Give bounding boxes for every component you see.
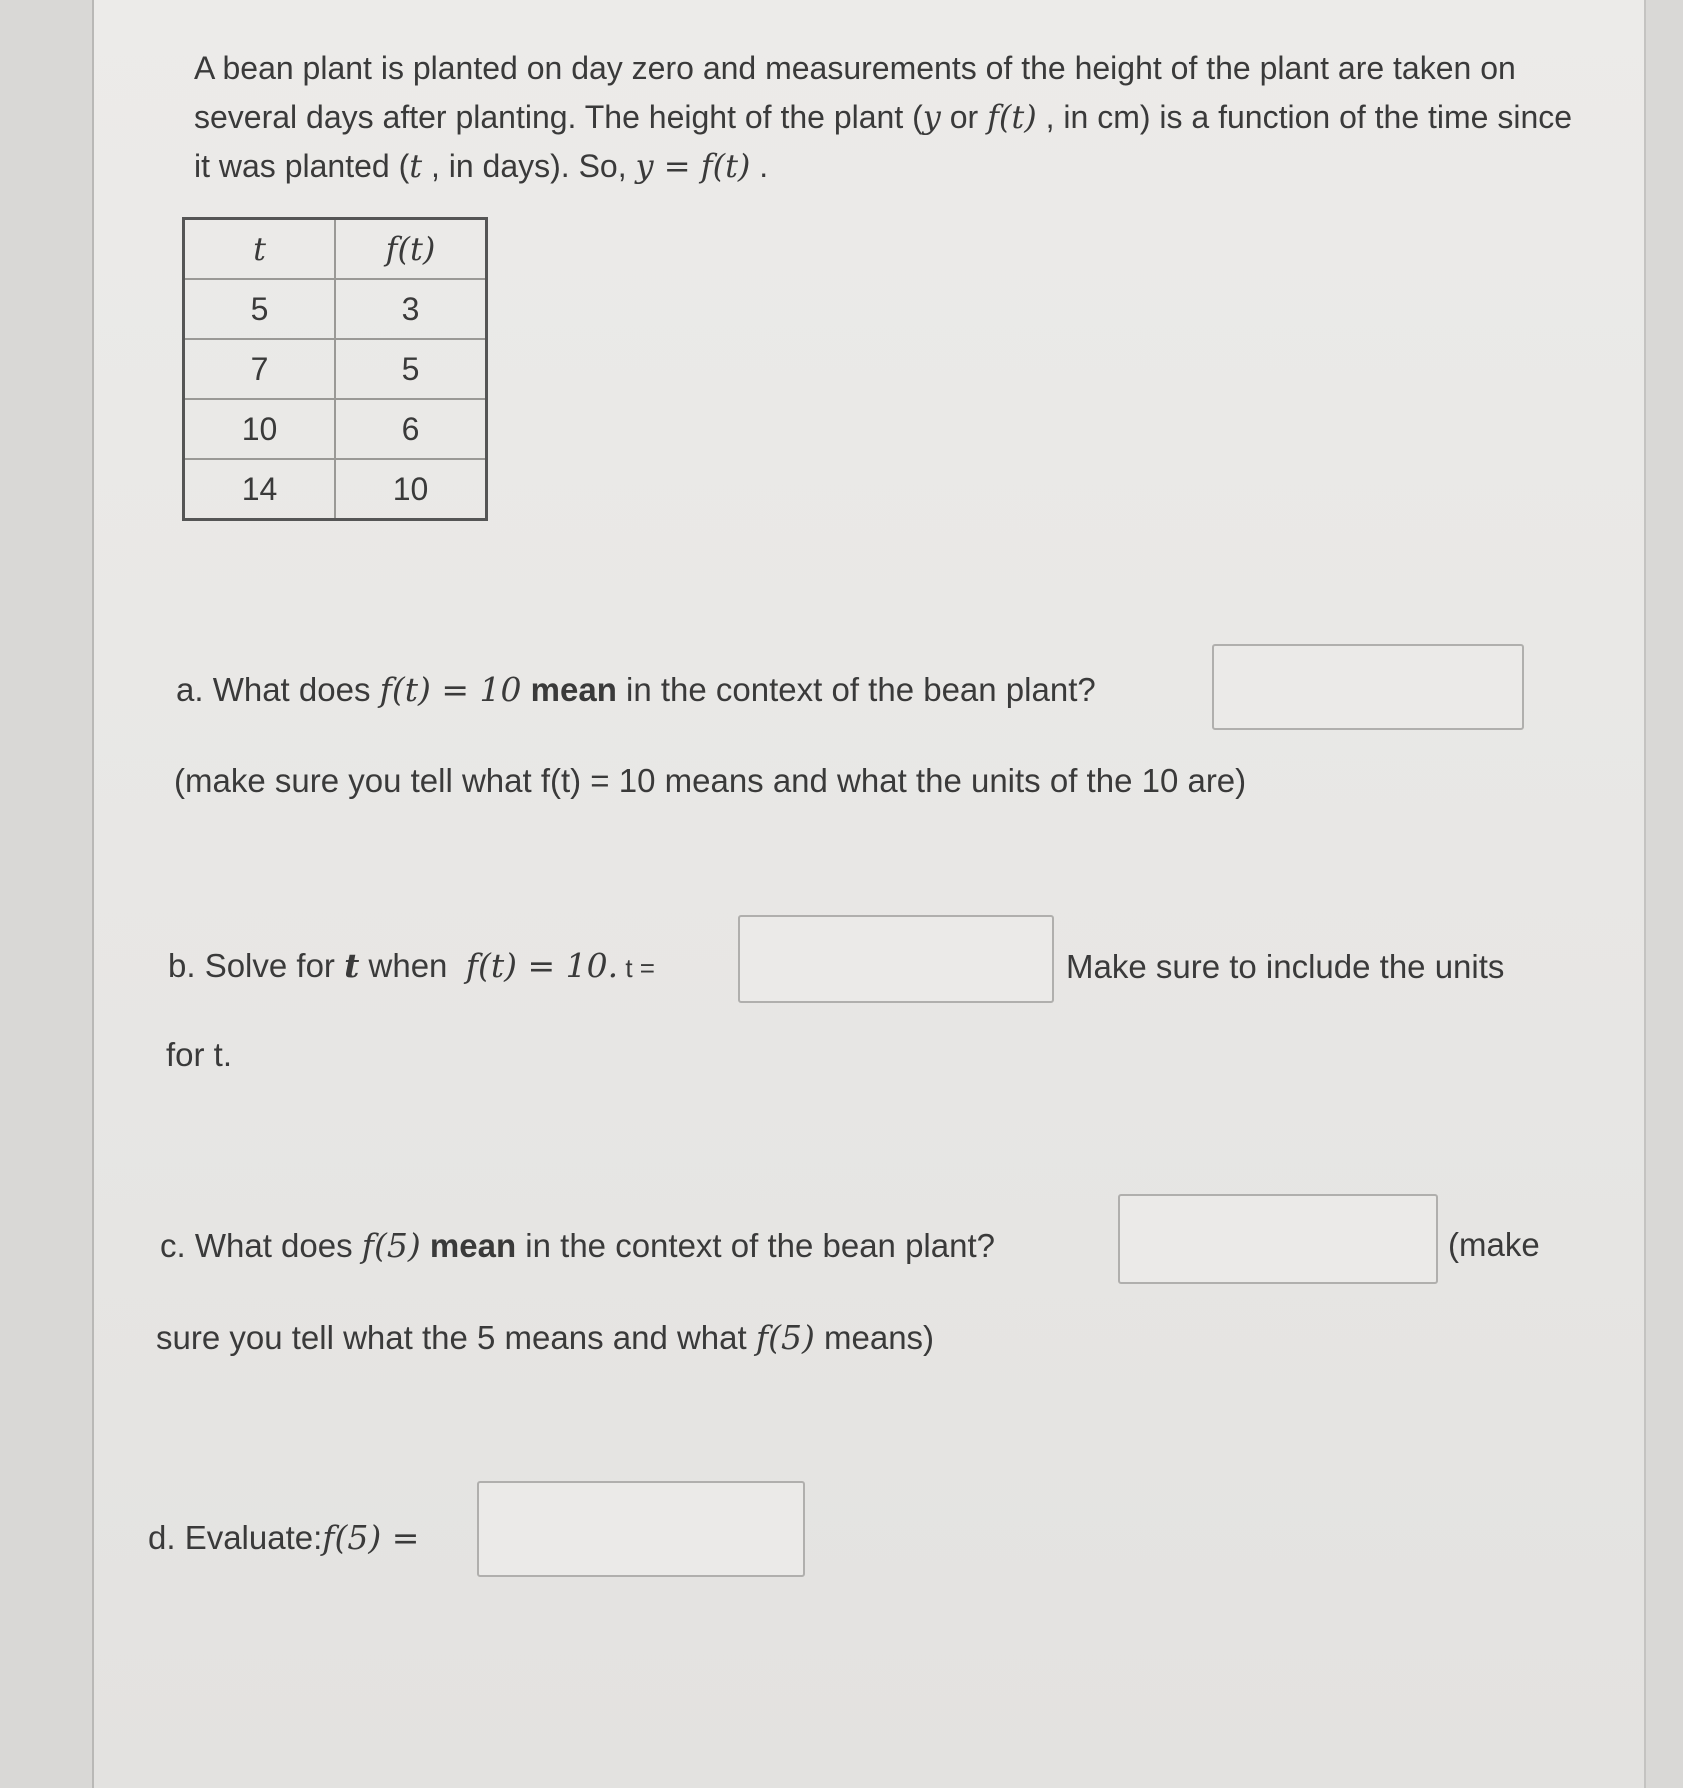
question-b-cont: for t.: [166, 1036, 233, 1073]
question-c: c. What does f(5) mean in the context of the bean plant?: [160, 1226, 995, 1265]
table-cell: 10: [335, 459, 487, 520]
math-f5: f(5): [755, 1318, 815, 1357]
table-cell: 14: [184, 459, 336, 520]
var-y: y: [922, 98, 941, 136]
answer-a-input[interactable]: [1212, 644, 1524, 730]
table-header-row: [184, 219, 487, 280]
table-row: [184, 339, 487, 399]
table-cell: 3: [335, 279, 487, 339]
math-ft-10: f(t) = 10.: [465, 946, 619, 985]
question-b-units-note: Make sure to include the units: [1066, 948, 1505, 985]
table-cell: 10: [184, 399, 336, 459]
column-header-t: t: [184, 219, 336, 280]
question-a: a. What does f(t) = 10 mean in the context of the bean plant?: [176, 670, 1096, 709]
data-table: [182, 217, 488, 521]
answer-c-input[interactable]: [1118, 1194, 1438, 1284]
math-f5: f(5): [361, 1226, 421, 1265]
table-row: [184, 399, 487, 459]
table-cell: 7: [184, 339, 336, 399]
question-a-note: (make sure you tell what f(t) = 10 means and what the units of the 10 are): [174, 762, 1247, 799]
var-t: t: [409, 147, 423, 185]
question-c-after: (make: [1448, 1226, 1540, 1263]
math-ft-10: f(t) = 10: [379, 670, 522, 709]
column-header-ft: f(t): [335, 219, 487, 280]
question-b: b. Solve for t when f(t) = 10. t =: [168, 946, 655, 985]
equation-y-ft: y = f(t): [635, 147, 751, 185]
worksheet-page: [92, 0, 1646, 1788]
question-c-cont: sure you tell what the 5 means and what f(5) means): [156, 1318, 935, 1357]
question-d: d. Evaluate:f(5) =: [148, 1518, 420, 1557]
answer-d-input[interactable]: [477, 1481, 805, 1577]
answer-b-input[interactable]: [738, 915, 1054, 1003]
table-cell: 6: [335, 399, 487, 459]
table-cell: 5: [184, 279, 336, 339]
table-row: [184, 459, 487, 520]
math-f5-eq: f(5) =: [322, 1518, 420, 1557]
table-row: [184, 279, 487, 339]
var-ft: f(t): [987, 98, 1037, 136]
problem-intro: A bean plant is planted on day zero and measurements of the height of the plant are taken on several days after planting. The height of the plant (y or f(t) , in cm) is a function of the time since it was planted (t , in days). So, y = f(t) .: [194, 50, 1573, 185]
table-cell: 5: [335, 339, 487, 399]
